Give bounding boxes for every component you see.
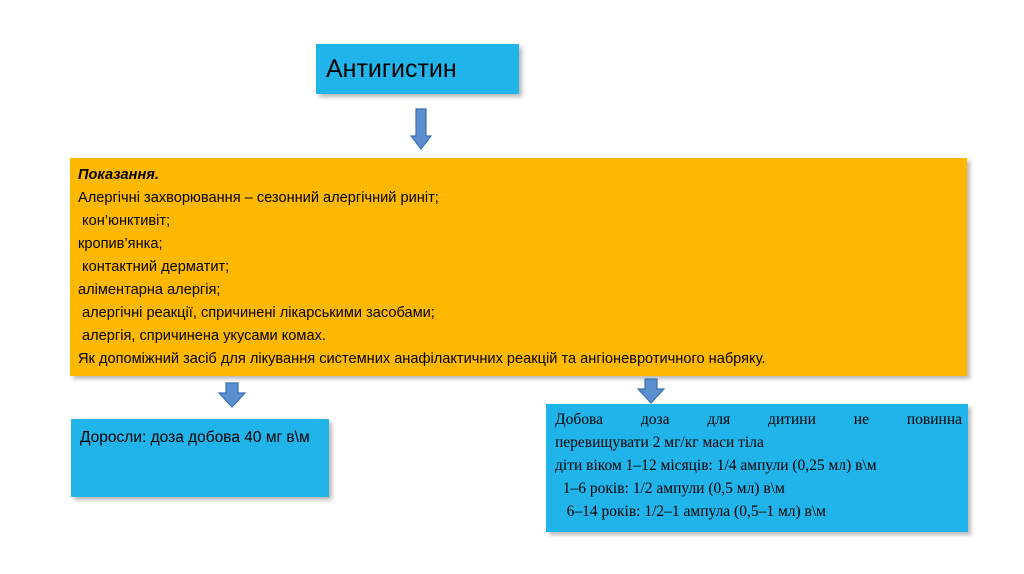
children-dose-line: 6–14 років: 1/2–1 ампула (0,5–1 мл) в\м [555, 503, 826, 520]
children-dose-line: діти віком 1–12 місяців: 1/4 ампули (0,25 мл) в\м [555, 457, 877, 474]
title-text: Антигистин [326, 55, 457, 83]
adults-dose-box [71, 419, 329, 497]
indication-line: алергія, спричинена укусами комах. [78, 328, 326, 344]
children-dose-line: перевищувати 2 мг/кг маси тіла [555, 434, 764, 451]
indications-box [70, 158, 967, 376]
indication-line: алергічні реакції, спричинені лікарськими засобами; [78, 305, 435, 321]
children-dose-line: Добова доза для дитини не повинна [555, 411, 962, 428]
indication-line: кон’юнктивіт; [78, 213, 171, 229]
indication-line: Як допоміжний засіб для лікування системних анафілактичних реакцій та ангіоневротичного набряку. [78, 351, 766, 367]
indication-line: Алергічні захворювання – сезонний алергічний риніт; [78, 190, 439, 206]
indication-line: кропив’янка; [78, 236, 163, 252]
arrow-down-icon [218, 382, 246, 408]
indication-line: аліментарна алергія; [78, 282, 221, 298]
indication-line: контактний дерматит; [78, 259, 230, 275]
adults-dose-text: Доросли: доза добова 40 мг в\м [80, 429, 310, 446]
children-dose-box [546, 404, 968, 532]
arrow-down-icon [410, 108, 432, 150]
children-dose-line: 1–6 років: 1/2 ампули (0,5 мл) в\м [555, 480, 785, 497]
arrow-down-icon [637, 378, 665, 404]
indications-heading: Показання. [78, 167, 159, 183]
title-box [316, 44, 519, 94]
